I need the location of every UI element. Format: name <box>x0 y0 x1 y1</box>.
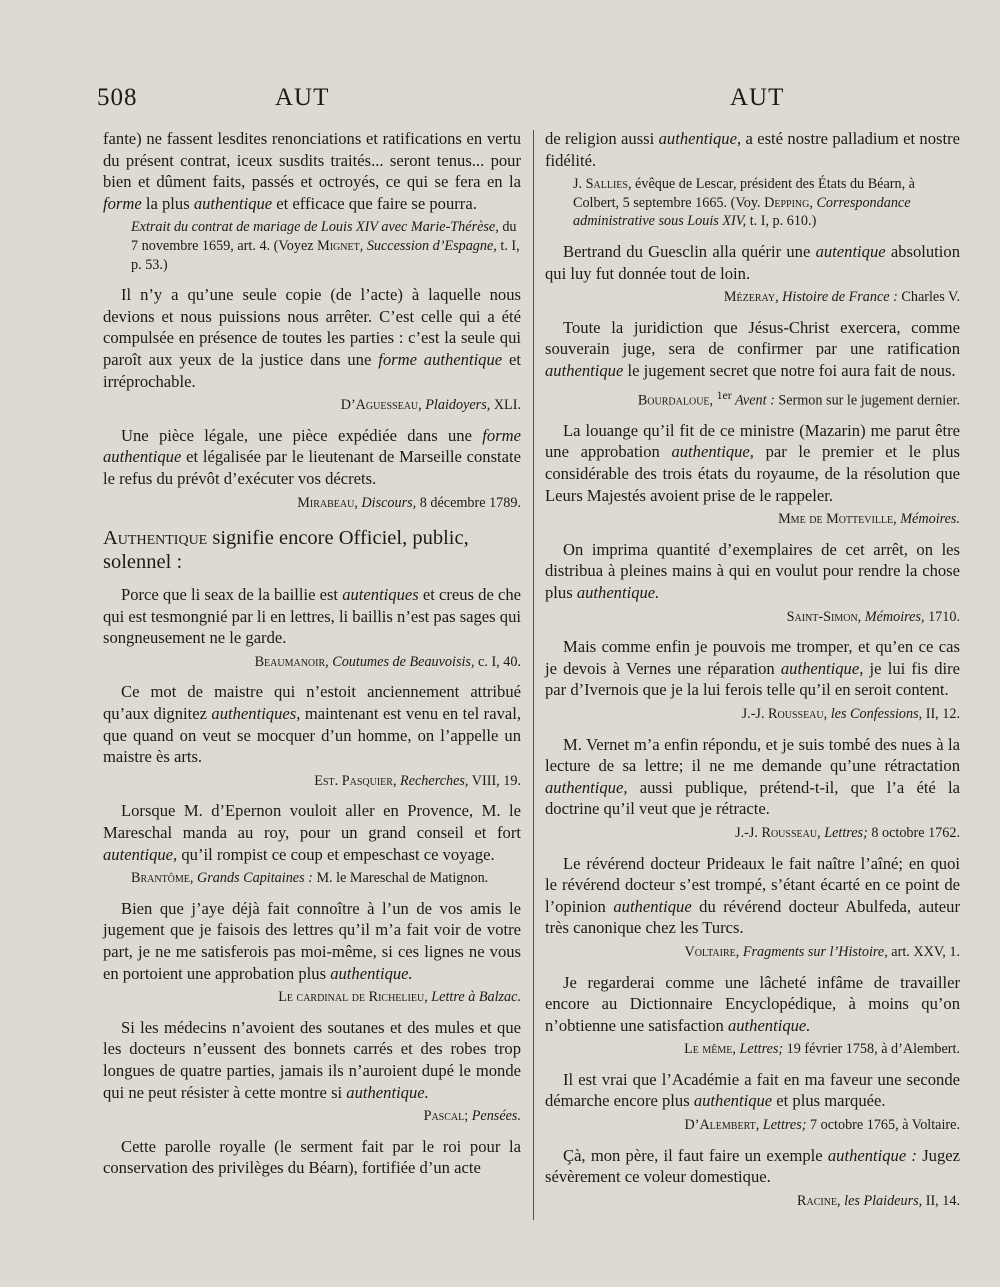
quotation-source: Est. Pasquier, Recherches, VIII, 19. <box>314 772 521 789</box>
quotation-source: Mme de Motteville, Mémoires. <box>778 511 960 528</box>
quotation: M. Vernet m’a enfin répondu, et je suis tombé des nues à la lecture de sa lettre; il ne me demande qu’une rétractation authentique, aussi publique, prétend-t-il, que l’a été la doctrine qu’il veut que je rétracte. <box>545 734 960 819</box>
quotation-source: Voltaire, Fragments sur l’Histoire, art. XXV, 1. <box>684 943 960 960</box>
quotation-source: Brantôme, Grands Capitaines : M. le Mareschal de Matignon. <box>131 870 489 887</box>
running-head-left: AUT <box>275 84 330 111</box>
quotation: Bien que j’aye déjà fait connoître à l’un de vos amis le jugement que je faisois des lettres qu’il m’a fait voir de votre part, je ne me satisferois pas moi-même, si ces lignes ne vous en portoient une approbation plus authentique. <box>103 898 521 983</box>
quotation: Ce mot de maistre qui n’estoit anciennement attribué qu’aux dignitez authentiques, maintenant est venu en tel raval, que quand on veut se mocquer d’un homme, on l’appelle un maistre ès arts. <box>103 682 521 767</box>
quotation: Je regarderai comme une lâcheté infâme de travailler encore au Dictionnaire Encyclopédique, à moins qu’on n’obtienne une satisfaction authentique. <box>545 972 960 1035</box>
quotation-source: J.-J. Rousseau, les Confessions, II, 12. <box>741 705 960 722</box>
column-divider <box>533 130 534 1220</box>
quotation: de religion aussi authentique, a esté nostre palladium et nostre fidélité. <box>545 129 960 170</box>
quotation-source: J. Sallies, évêque de Lescar, président des États du Béarn, à Colbert, 5 septembre 1665. (Voy. Depping, Correspondance administrative sous Louis XIV, t. I, p. 610.) <box>573 176 915 230</box>
quotation-source: Pascal; Pensées. <box>423 1108 521 1125</box>
quotation-source: Beaumanoir, Coutumes de Beauvoisis, c. I, 40. <box>254 653 521 670</box>
quotation-source: D’Alembert, Lettres; 7 octobre 1765, à Voltaire. <box>684 1117 960 1134</box>
quotation-source: Extrait du contrat de mariage de Louis XIV avec Marie-Thérèse, du 7 novembre 1659, art. 4. (Voyez Mignet, Succession d’Espagne, t. I, p. 53.) <box>131 219 520 273</box>
quotation: La louange qu’il fit de ce ministre (Mazarin) me parut être une approbation authentique, par le premier et le plus considérable des trois états du royaume, de la résolution que Leurs Majestés avoient prise de le rappeler. <box>545 420 961 505</box>
quotation: Une pièce légale, une pièce expédiée dans une forme authentique et légalisée par le lieutenant de Marseille constate le refus du prévôt d’exécuter vos décrets. <box>103 425 521 488</box>
quotation-source: Racine, les Plaideurs, II, 14. <box>797 1192 960 1209</box>
quotation-source: Saint-Simon, Mémoires, 1710. <box>786 608 960 625</box>
page-number: 508 <box>97 84 138 111</box>
left-column <box>103 128 521 1179</box>
quotation: Il est vrai que l’Académie a fait en ma faveur une seconde démarche encore plus authentique et plus marquée. <box>545 1069 960 1111</box>
quotation: fante) ne fassent lesdites renonciations et ratifications en vertu du présent contrat, iceux susdits traités... seront tenus... pour bien et dûment faits, passés et octroyés, ce qui se fera en la forme la plus authentique et efficace que faire se pourra. <box>103 129 521 213</box>
quotation: Le révérend docteur Prideaux le fait naître l’aîné; en quoi le révérend docteur s’est trompé, s’étant écarté en ce point de l’opinion authentique du révérend docteur Abulfeda, auteur très canonique chez les Turcs. <box>545 853 960 938</box>
quotation: Porce que li seax de la baillie est autentiques et creus de che qui est tesmongnié par li en lettres, li baillis n’est pas sages qui songneusement ne le garde. <box>103 585 521 648</box>
sense-heading: Authentique signifie encore Officiel, public, solennel : <box>103 527 469 574</box>
quotation: Lorsque M. d’Epernon vouloit aller en Provence, M. le Mareschal manda au roy, pour un grand conseil et fort autentique, qu’il rompist ce coup et empeschast ce voyage. <box>103 801 521 864</box>
quotation-source: Mézeray, Histoire de France : Charles V. <box>723 289 960 306</box>
quotation: Toute la juridiction que Jésus-Christ exercera, comme souverain juge, sera de confirmer par une ratification authentique le jugement secret que notre foi aura fait de nous. <box>545 317 960 380</box>
running-head-right: AUT <box>730 84 785 111</box>
quotation-source: Le même, Lettres; 19 février 1758, à d’Alembert. <box>684 1041 960 1058</box>
quotation-source: Bourdaloue, $^{1er}$ Avent : Sermon sur le jugement dernier. <box>637 387 960 409</box>
quotation: Mais comme enfin je pouvois me tromper, et qu’en ce cas je devois à Vernes une réparation authentique, je lui fis dire par d’Ivernois que je la lui ferois telle qu’il en seroit content. <box>545 637 960 700</box>
quotation: Si les médecins n’avoient des soutanes et des mules et que les docteurs n’eussent des bonnets carrés et des robes trop longues de quatre parties, jamais ils n’auroient dupé le monde qui ne peut résister à cette montre si authentique. <box>103 1017 521 1102</box>
quotation: Cette parolle royalle (le serment fait par le roi pour la conservation des privilèges du Béarn), fortifiée d’un acte <box>103 1136 521 1178</box>
quotation-source: Mirabeau, Discours, 8 décembre 1789. <box>297 494 521 511</box>
quotation-source: J.-J. Rousseau, Lettres; 8 octobre 1762. <box>735 824 960 841</box>
right-column <box>545 128 960 1210</box>
quotation: On imprima quantité d’exemplaires de cet arrêt, on les distribua à pleines mains à qui en voulut pour rendre la chose plus authentique. <box>545 539 960 603</box>
quotation-source: Le cardinal de Richelieu, Lettre à Balzac. <box>278 989 521 1006</box>
quotation-source: D’Aguesseau, Plaidoyers, XLI. <box>340 397 521 414</box>
quotation: Çà, mon père, il faut faire un exemple authentique : Jugez sévèrement ce voleur domestique. <box>545 1145 960 1187</box>
quotation: Il n’y a qu’une seule copie (de l’acte) à laquelle nous devions et nous puissions nous arrêter. C’est celle qui a été compulsée en présence de toutes les parties : c’est la seule qui paroît aux yeux de la justice dans une forme authentique et irréprochable. <box>103 285 522 391</box>
quotation: Bertrand du Guesclin alla quérir une autentique absolution qui luy fut donnée tout de loin. <box>545 241 960 283</box>
